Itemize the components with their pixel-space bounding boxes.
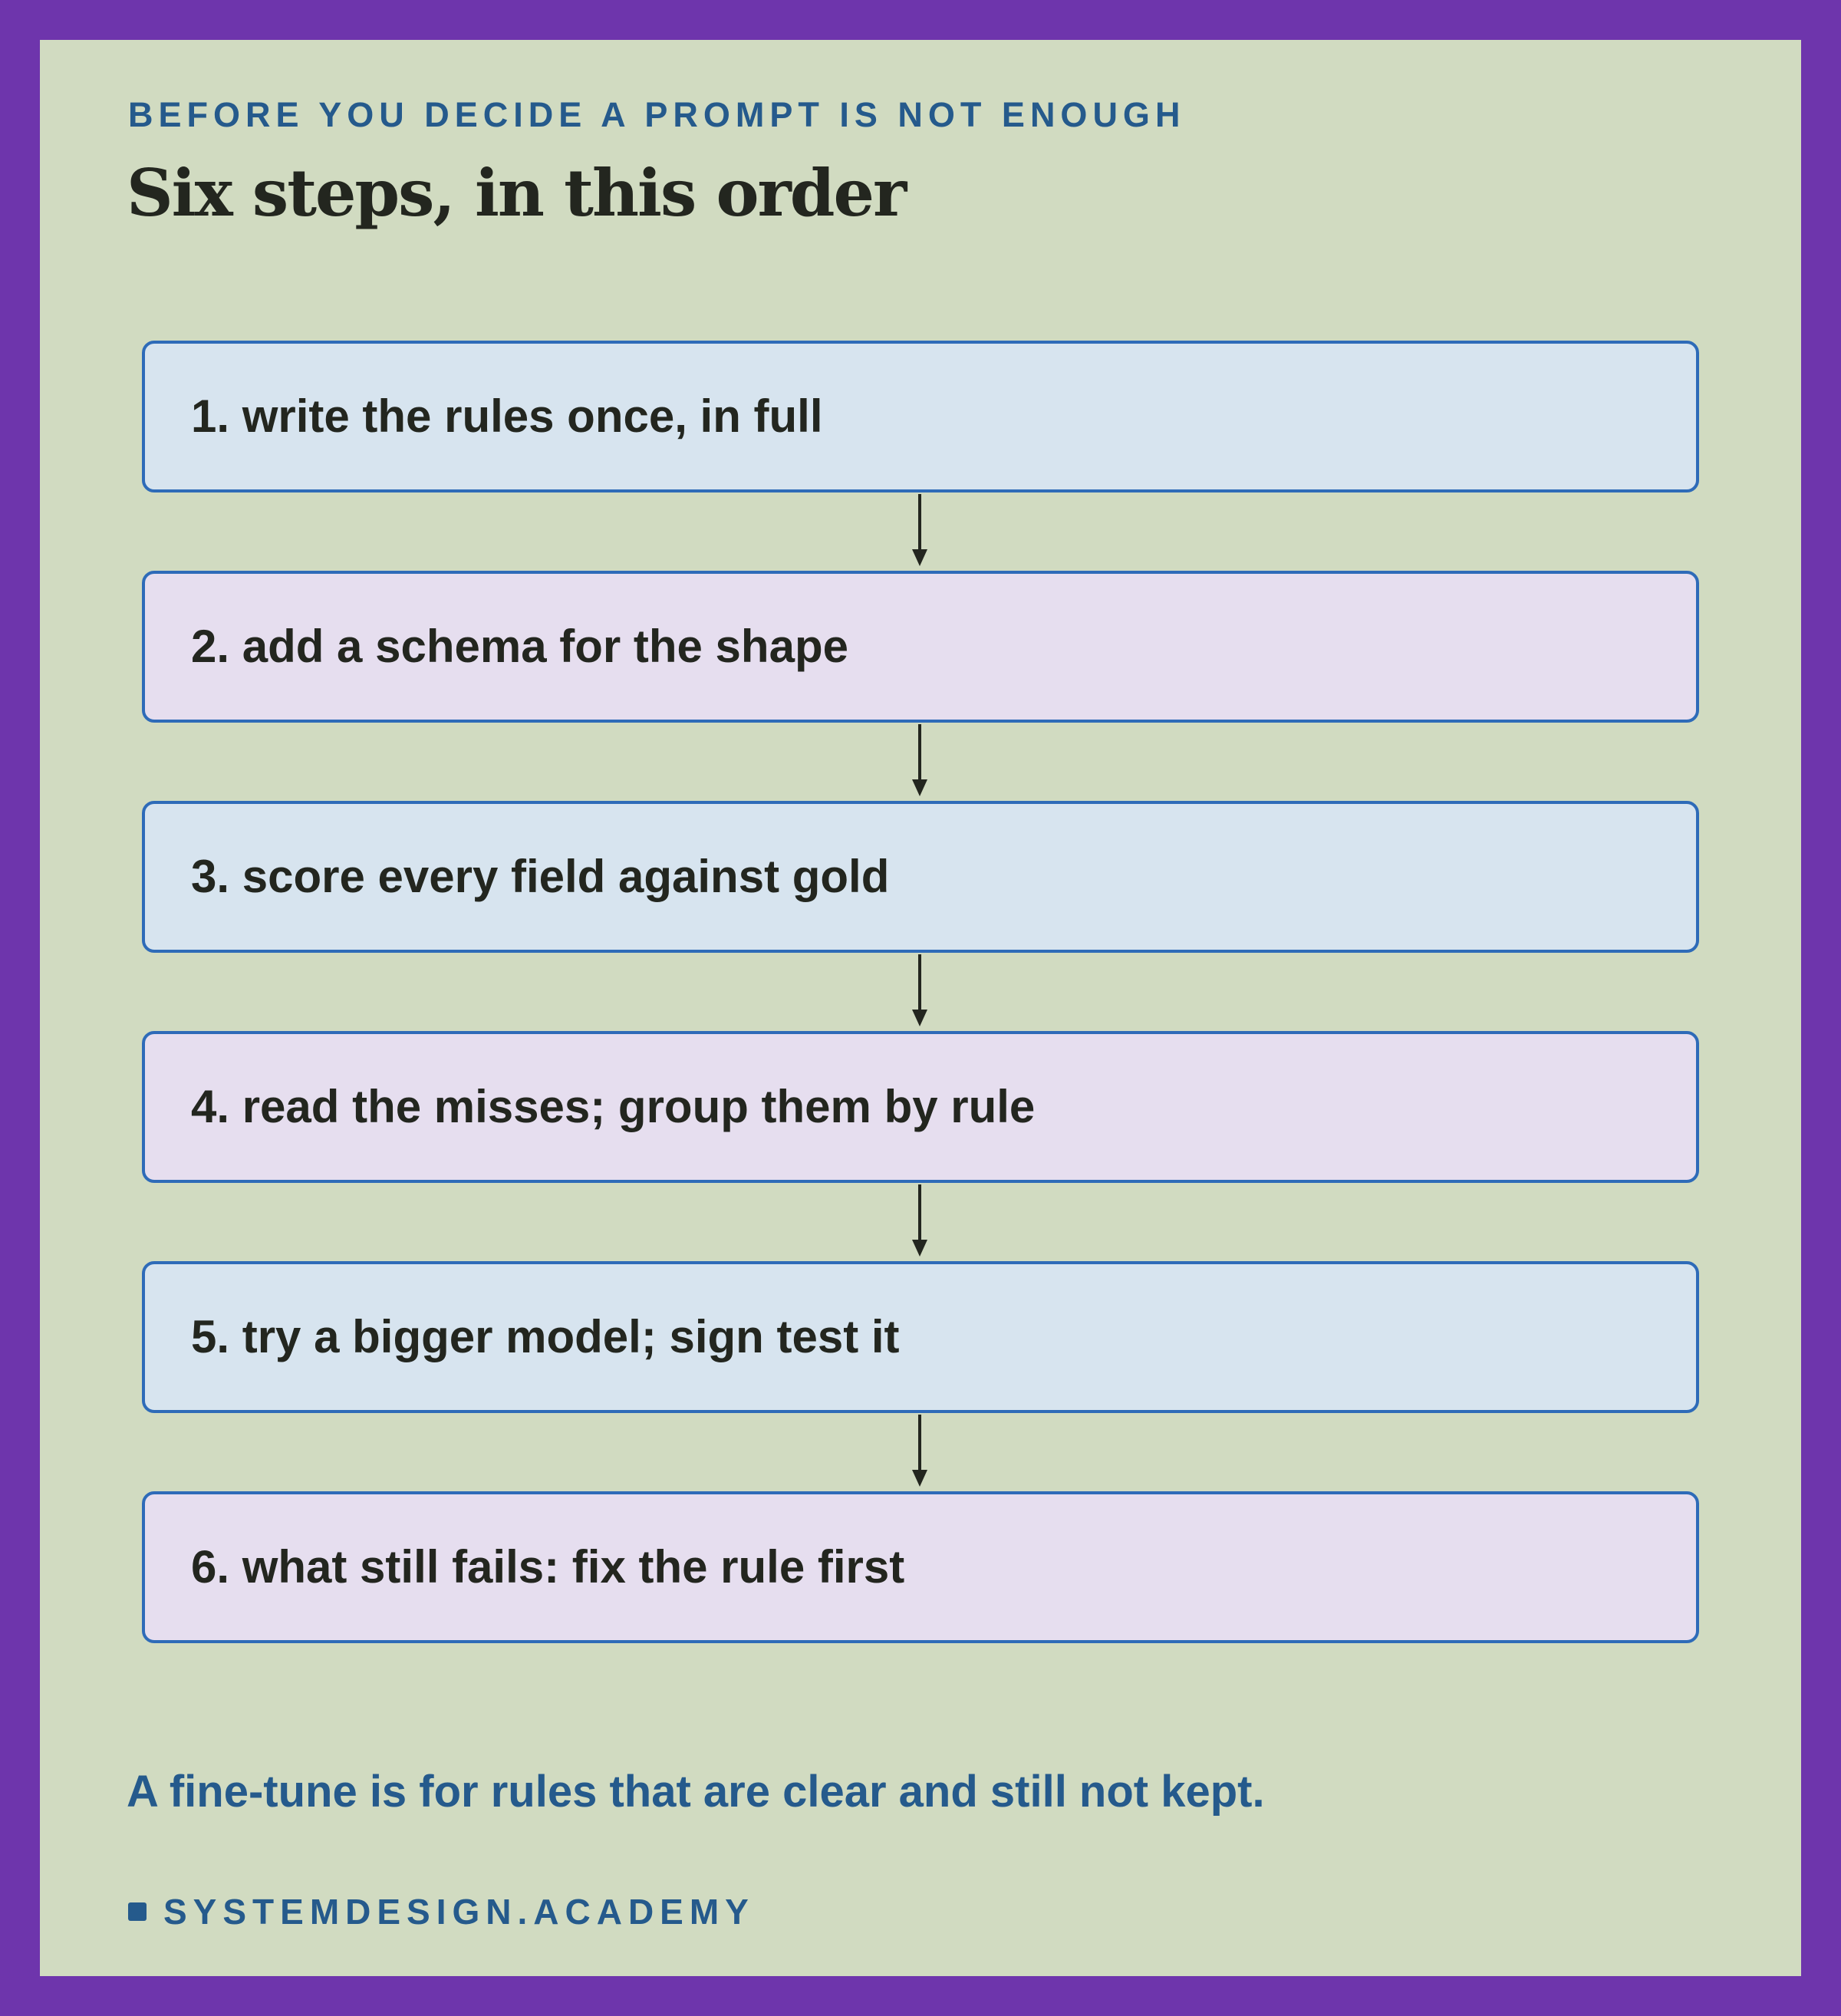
arrow-down-icon [908,1413,931,1490]
step-label-2: 2. add a schema for the shape [191,621,848,672]
step-box-4 [142,1031,1699,1183]
arrow-down-icon [908,723,931,799]
footer-note: A fine-tune is for rules that are clear and still not kept. [127,1767,1265,1817]
step-label-4: 4. read the misses; group them by rule [191,1081,1036,1132]
step-box-1 [142,341,1699,492]
step-label-5: 5. try a bigger model; sign test it [191,1311,900,1362]
page-title: Six steps, in this order [127,155,906,231]
poster-card [40,40,1801,1976]
arrow-down-icon [908,492,931,569]
step-box-3 [142,801,1699,953]
eyebrow-heading: BEFORE YOU DECIDE A PROMPT IS NOT ENOUGH [128,95,1186,134]
square-icon [128,1902,147,1921]
arrow-down-icon [908,953,931,1029]
brand-footer [128,1891,755,1932]
arrow-down-icon [908,1183,931,1260]
steps-flow [40,40,1801,1976]
step-label-6: 6. what still fails: fix the rule first [191,1541,905,1593]
step-label-3: 3. score every field against gold [191,851,890,902]
step-box-5 [142,1261,1699,1413]
step-box-6 [142,1491,1699,1643]
brand-name: SYSTEMDESIGN.ACADEMY [163,1892,755,1932]
step-box-2 [142,571,1699,723]
step-label-1: 1. write the rules once, in full [191,390,823,442]
